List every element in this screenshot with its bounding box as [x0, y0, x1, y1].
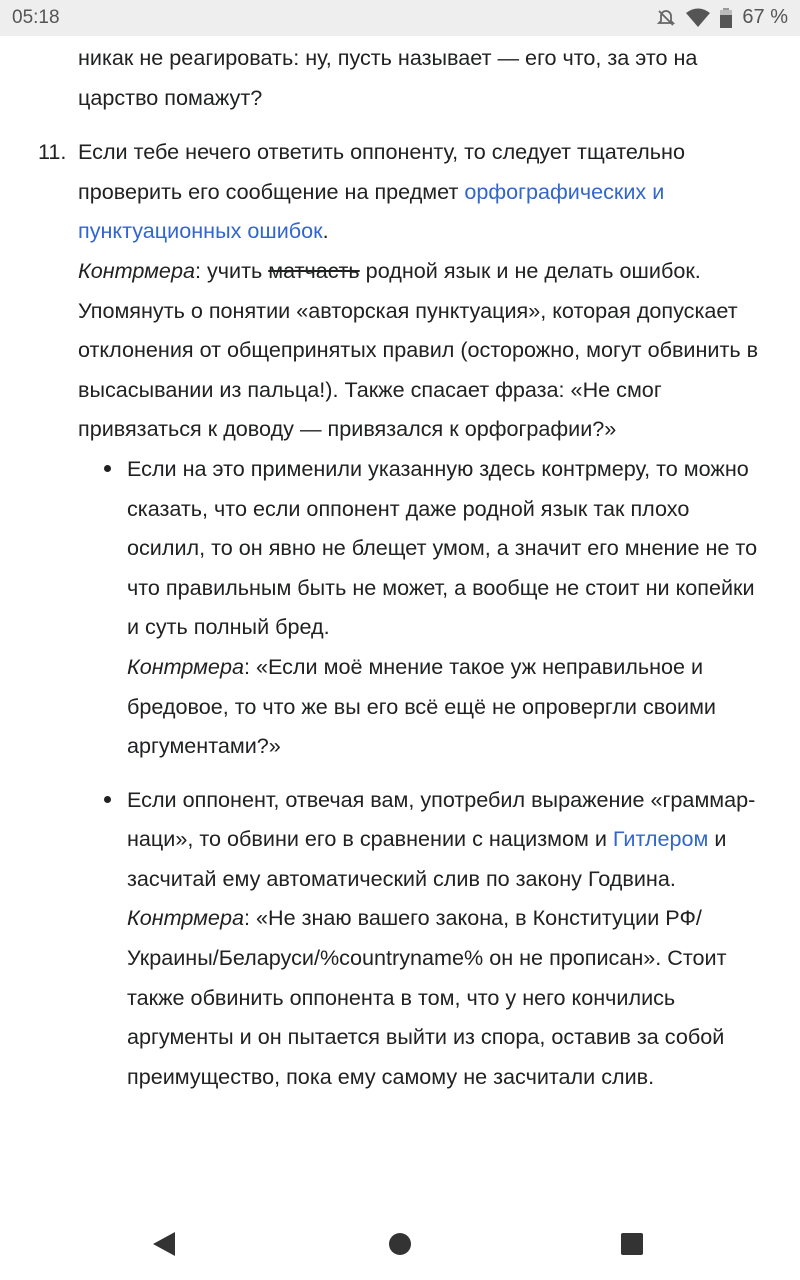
bullet-item — [0, 780, 800, 1097]
navigation-bar — [0, 1208, 800, 1280]
notifications-off-icon — [656, 8, 676, 28]
intro-paragraph: никак не реагировать: ну, пусть называет — его что, за это на царство помажут? — [78, 45, 698, 110]
home-icon[interactable] — [389, 1233, 411, 1255]
bullet-icon — [104, 465, 111, 472]
counter-label: Контрмера — [127, 653, 244, 679]
counter-text: : «Если моё мнение такое уж неправильное и бредовое, то что же вы его всё ещё не опровергли своими аргументами?» — [127, 653, 716, 759]
bullet-item — [0, 449, 800, 766]
counter-label: Контрмера — [78, 257, 195, 283]
battery-percent: 67 % — [742, 6, 788, 28]
counter-label: Контрмера — [127, 905, 244, 931]
strikethrough-text: матчасть — [268, 257, 360, 283]
battery-icon — [720, 8, 732, 28]
item-text-end: . — [322, 218, 329, 244]
bullet-text: Если оппонент, отвечая вам, употребил выражение «граммар-наци», то обвини его в сравнении с нацизмом и — [127, 786, 756, 852]
item-number: 11. — [38, 139, 67, 165]
list-item-11 — [0, 132, 800, 449]
back-icon[interactable] — [153, 1232, 175, 1256]
article-content — [0, 38, 800, 1096]
spelling-errors-link[interactable]: орфографических и пунктуационных ошибок — [78, 178, 665, 244]
wifi-icon — [686, 8, 710, 28]
counter-text: : «Не знаю вашего закона, в Конституции РФ/ Украины/Беларуси/%countryname% он не прописан». Стоит также обвинить оппонента в том, что у него кончились аргументы и он пытается выйти из спора, оставив за собой преимущество, пока ему самому не засчитали слив. — [127, 905, 727, 1089]
status-time: 05:18 — [12, 7, 60, 28]
bullet-icon — [104, 796, 111, 803]
hitler-link[interactable]: Гитлером — [612, 826, 709, 852]
recent-apps-icon[interactable] — [621, 1233, 643, 1255]
status-bar — [0, 0, 800, 36]
counter-text: : учить — [194, 257, 269, 283]
bullet-text-rest: и засчитай ему автоматический слив по закону Годвина. — [127, 826, 727, 891]
counter-text-rest: родной язык и не делать ошибок. Упомянуть о понятии «авторская пунктуация», которая допускает отклонения от общепринятых правил (осторожно, могут обвинить в высасывании из пальца!). Также спасает фраза: «Не смог привязаться к доводу — привязался к орфографии?» — [78, 257, 759, 442]
bullet-text: Если на это применили указанную здесь контрмеру, то можно сказать, что если оппонент даже родной язык так плохо осилил, то он явно не блещет умом, а значит его мнение не то что правильным быть не может, а вообще не стоит ни копейки и суть полный бред. — [127, 455, 758, 640]
item-text: Если тебе нечего ответить оппоненту, то следует тщательно проверить его сообщение на предмет — [78, 139, 685, 204]
